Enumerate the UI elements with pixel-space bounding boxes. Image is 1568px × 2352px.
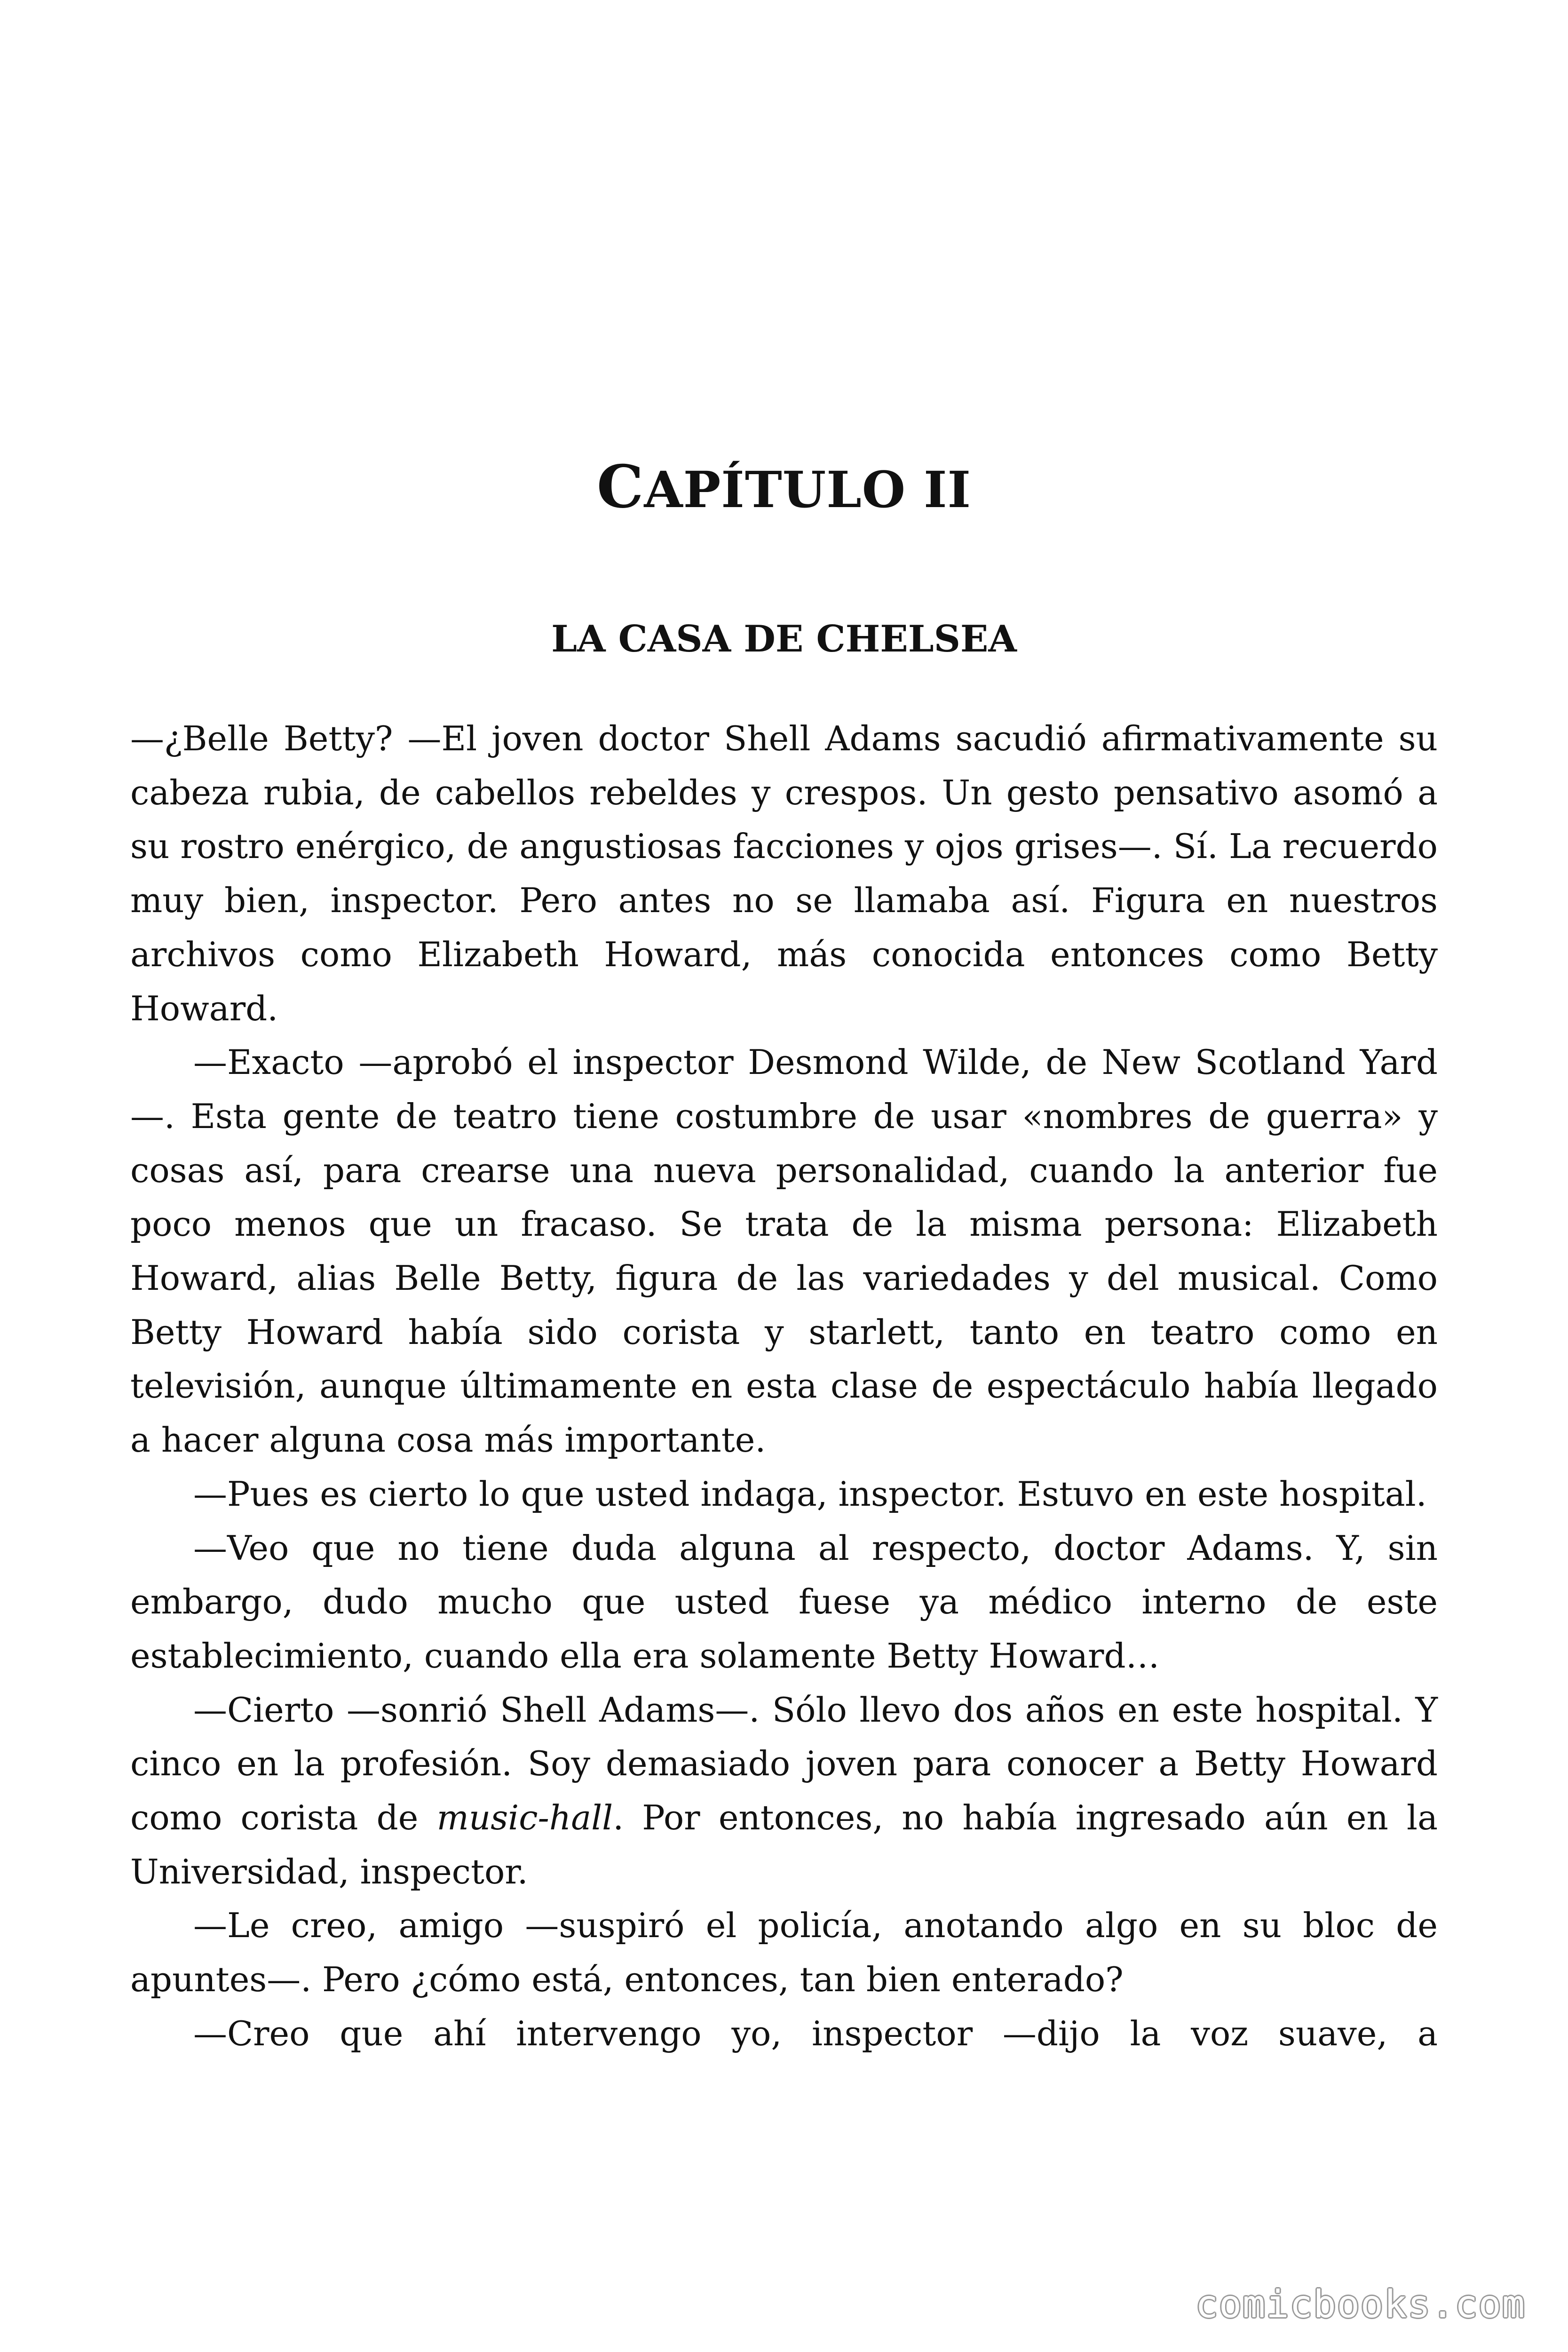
paragraph-with-italic [130, 1683, 1438, 1899]
section-title: LA CASA DE CHELSEA [551, 618, 1017, 660]
italic-term: music-hall [436, 1798, 613, 1838]
chapter-title-rest: APÍTULO II [644, 460, 972, 519]
paragraph: —¿Belle Betty? —El joven doctor Shell Adams sacudió afirmativamente su cabeza rubia, de cabellos rebeldes y crespos. Un gesto pensativo asomó a su rostro enérgico, de angustiosas facciones y ojos grises—. Sí. La recuerdo muy bien, inspector. Pero antes no se llamaba así. Figura en nuestros archivos como Elizabeth Howard, más conocida entonces como Betty Howard. [130, 719, 1438, 1028]
paragraph: —Le creo, amigo —suspiró el policía, anotando algo en su bloc de apuntes—. Pero ¿cómo está, entonces, tan bien enterado? [130, 1906, 1438, 2000]
chapter-title-initial: C [596, 453, 644, 521]
watermark: comicbooks.com [1195, 2282, 1526, 2326]
paragraph: —Creo que ahí intervengo yo, inspector —dijo la voz suave, a [193, 2013, 1438, 2053]
paragraph-text: . Por entonces, no había ingresado aún en la Universidad, inspector. [130, 1798, 1438, 1891]
chapter-title [0, 452, 1568, 522]
paragraph: —Veo que no tiene duda alguna al respecto, doctor Adams. Y, sin embargo, dudo mucho que usted fuese ya médico interno de este establecimiento, cuando ella era solamente Betty Howard… [130, 1528, 1438, 1676]
body-text [130, 712, 1438, 2061]
paragraph: —Pues es cierto lo que usted indaga, inspector. Estuvo en este hospital. [193, 1474, 1427, 1514]
paragraph-text: —Cierto —sonrió Shell Adams—. Sólo llevo dos años en este hospital. Y cinco en la profesión. Soy demasiado joven para conocer a Betty Howard como corista de [130, 1690, 1438, 1838]
paragraph: —Exacto —aprobó el inspector Desmond Wilde, de New Scotland Yard—. Esta gente de teatro tiene costumbre de usar «nombres de guerra» y cosas así, para crearse una nueva personalidad, cuando la anterior fue poco menos que un fracaso. Se trata de la misma persona: Elizabeth Howard, alias Belle Betty, figura de las variedades y del musical. Como Betty Howard había sido corista y starlett, tanto en teatro como en televisión, aunque últimamente en esta clase de espectáculo había llegado a hacer alguna cosa más importante. [130, 1042, 1438, 1460]
